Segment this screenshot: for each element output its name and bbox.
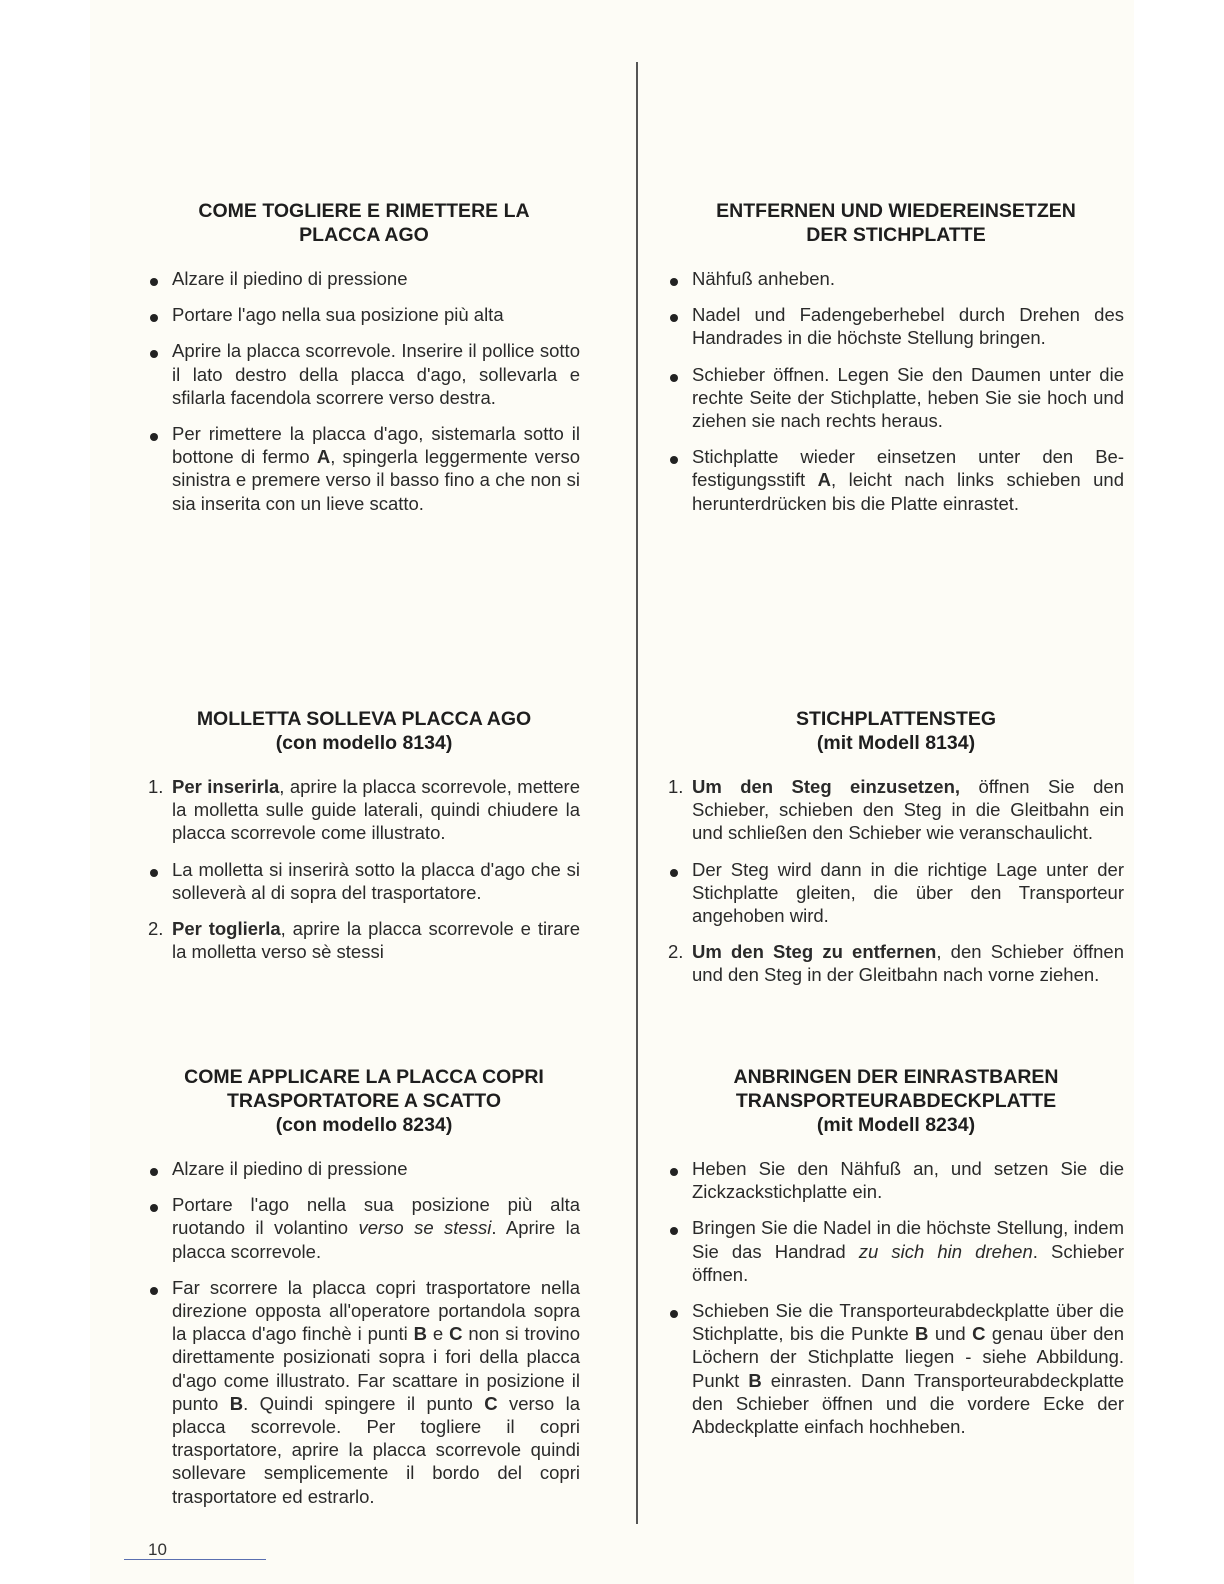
item-list xyxy=(148,1157,580,1508)
item-text: Alzare il piedino di pressione xyxy=(172,268,408,289)
bullet-icon xyxy=(148,858,172,881)
bullet-icon xyxy=(148,1193,172,1216)
bold-text: B xyxy=(748,1369,762,1391)
section-title-line: ENTFERNEN UND WIEDEREINSETZEN xyxy=(716,200,1076,222)
item-text: non si trovino direttamente posizionati sopra i fori della placca d'ago come illustrato. Far scattare in posizione il punto xyxy=(172,1323,580,1414)
list-item xyxy=(668,303,1124,349)
bullet-icon xyxy=(668,858,692,881)
italic-text: verso se stessi xyxy=(358,1217,492,1239)
section xyxy=(668,1065,1124,1451)
item-text: . Schieber öffnen. xyxy=(692,1240,1125,1285)
item-text: , aprire la placca scorrevole e tirare la molletta verso sè stessi xyxy=(172,918,580,963)
bullet-icon xyxy=(668,445,692,468)
list-item xyxy=(668,1216,1124,1286)
bullet-icon xyxy=(668,1216,692,1239)
list-item xyxy=(148,1193,580,1263)
section-title xyxy=(668,1065,1124,1137)
section-title-line: STICHPLATTENSTEG xyxy=(795,708,997,730)
bold-text: C xyxy=(449,1323,463,1345)
section-title-line: (con modello 8134) xyxy=(275,732,453,754)
bullet-icon xyxy=(668,1157,692,1180)
item-text: Stichplatte wieder einsetzen unter den Befestigungsstift xyxy=(692,446,1124,491)
item-text: , spingerla leggermente verso sinistra e premere verso il basso fino a che non si sia inserita con un lieve scatto. xyxy=(172,446,580,514)
item-number: 2. xyxy=(148,918,164,940)
bullet-icon xyxy=(148,1157,172,1180)
item-text: , aprire la placca scorrevole, mettere la molletta sulle guide laterali, quindi chiudere la placca scorrevole come illustrato. xyxy=(172,776,580,844)
item-text: Schieben Sie die Transporteurabdeckplatte über die Stichplatte, bis die Punkte xyxy=(692,1300,1124,1345)
item-number: 2. xyxy=(668,941,684,963)
item-list xyxy=(148,267,580,515)
item-number: 1. xyxy=(668,776,684,797)
bullet-icon xyxy=(668,1299,692,1322)
bold-text: C xyxy=(972,1323,986,1345)
list-item xyxy=(668,363,1124,433)
page-number-rule xyxy=(124,1559,266,1560)
bold-text: Um den Steg zu entfernen xyxy=(692,941,937,963)
item-list xyxy=(668,775,1124,987)
column-divider xyxy=(636,62,638,1524)
section-title-line: COME APPLICARE LA PLACCA COPRI xyxy=(184,1066,544,1088)
item-list xyxy=(148,775,580,963)
bold-text: Um den Steg einzusetzen, xyxy=(692,776,961,797)
section-title-line: TRANSPORTEURABDECKPLATTE xyxy=(735,1090,1057,1112)
bold-text: A xyxy=(817,469,832,491)
bullet-icon xyxy=(148,1276,172,1299)
item-text: Heben Sie den Nähfuß an, und setzen Sie die Zickzackstichplatte ein. xyxy=(692,1158,1124,1203)
item-text: verso la placca scorrevole. Per togliere il copri trasportatore, aprire la placca scorrevole quindi sollevare semplicemente il bordo del copri trasportatore ed estrarlo. xyxy=(172,1392,581,1507)
bold-text: C xyxy=(484,1392,498,1414)
item-text: Bringen Sie die Nadel in die höchste Stellung, indem Sie das Handrad xyxy=(692,1217,1124,1262)
section-title-line: TRASPORTATORE A SCATTO xyxy=(226,1090,502,1112)
list-item xyxy=(148,339,580,409)
page-margin-left xyxy=(0,0,90,1584)
item-text: öffnen Sie den Schieber, schieben den Steg in die Gleitbahn ein und schließen den Schieber wie veranschaulicht. xyxy=(692,776,1124,844)
section-title xyxy=(148,1065,580,1137)
section-title-line: DER STICHPLATTE xyxy=(806,224,986,246)
item-text: La molletta si inserirà sotto la placca d'ago che si solleverà al di sopra del trasportatore. xyxy=(172,858,580,903)
list-item xyxy=(668,940,1124,986)
item-text: , den Schieber öffnen und den Steg in der Gleitbahn nach vorne ziehen. xyxy=(692,941,1124,986)
section-title xyxy=(148,199,580,247)
list-item xyxy=(668,775,1124,845)
bold-text: B xyxy=(915,1323,929,1345)
list-item xyxy=(668,858,1124,928)
bullet-icon xyxy=(148,422,172,445)
bullet-icon xyxy=(148,267,172,290)
item-text: Portare l'ago nella sua posizione più alta xyxy=(172,304,504,326)
list-item xyxy=(668,445,1124,515)
bullet-icon xyxy=(668,303,692,326)
bullet-icon xyxy=(148,303,172,326)
item-text: Schieber öffnen. Legen Sie den Daumen unter die rechte Seite der Stichplatte, heben Sie sie hoch und ziehen sie nach rechts heraus. xyxy=(692,363,1124,432)
bold-text: B xyxy=(413,1323,427,1345)
list-item xyxy=(148,858,580,904)
item-text: Far scorrere la placca copri trasportatore nella direzione opposta all'operatore portandola sopra la placca d'ago finchè i punti xyxy=(172,1276,580,1345)
bold-text: B xyxy=(229,1392,244,1414)
item-text: Portare l'ago nella sua posizione più alta ruotando il volantino xyxy=(172,1194,580,1239)
list-item xyxy=(148,303,580,326)
item-text: Nähfuß anheben. xyxy=(692,268,835,289)
list-item xyxy=(148,267,580,290)
item-text: und xyxy=(928,1323,973,1345)
section-title-line: PLACCA AGO xyxy=(299,224,429,246)
section xyxy=(668,199,1124,528)
item-text: Aprire la placca scorrevole. Inserire il pollice sotto il lato destro della placca d'ago, sollevarla e sfilarla facendola scorrere verso destra. xyxy=(172,340,580,408)
list-item xyxy=(148,775,580,845)
section-title xyxy=(148,707,580,755)
item-text: e xyxy=(427,1323,450,1345)
list-item xyxy=(148,917,580,963)
item-text: Der Steg wird dann in die richtige Lage unter der Stichplatte gleiten, die über den Transporteur angehoben wird. xyxy=(692,858,1124,927)
section-title-line: MOLLETTA SOLLEVA PLACCA AGO xyxy=(196,708,532,730)
section-title-line: COME TOGLIERE E RIMETTERE LA xyxy=(198,200,530,222)
list-item xyxy=(668,267,1124,290)
section xyxy=(148,707,580,976)
section xyxy=(148,1065,580,1521)
list-item xyxy=(148,1157,580,1180)
section-title-line: ANBRINGEN DER EINRASTBAREN xyxy=(733,1066,1059,1088)
list-item xyxy=(668,1299,1124,1438)
item-text: . Quindi spingere il punto xyxy=(243,1392,485,1414)
item-number: 1. xyxy=(148,776,164,797)
section xyxy=(668,707,1124,1000)
bullet-icon xyxy=(668,363,692,386)
item-text: Nadel und Fadengeberhebel durch Drehen des Handrades in die höchste Stellung bringen. xyxy=(692,304,1124,349)
section-title-line: (mit Modell 8134) xyxy=(816,732,976,754)
item-text: genau über den Löchern der Stichplatte liegen - siehe Abbildung. Punkt xyxy=(692,1323,1124,1391)
item-list xyxy=(668,1157,1124,1438)
section xyxy=(148,199,580,528)
item-text: . Aprire la placca scorrevole. xyxy=(172,1217,580,1262)
list-item xyxy=(148,1276,580,1508)
list-item xyxy=(148,422,580,515)
item-text: einrasten. Dann Transporteurabdeckplatte den Schieber öffnen und die vordere Ecke der Abdeckplatte einfach hochheben. xyxy=(692,1369,1125,1438)
item-text: Per rimettere la placca d'ago, sistemarla sotto il bottone di fermo xyxy=(172,423,580,468)
list-item xyxy=(668,1157,1124,1203)
page-number: 10 xyxy=(148,1540,167,1559)
section-title-line: (con modello 8234) xyxy=(275,1114,453,1136)
item-text: , leicht nach links schieben und herunterdrücken bis die Platte einrastet. xyxy=(692,469,1124,514)
bold-text: Per inserirla xyxy=(172,776,280,797)
bullet-icon xyxy=(148,339,172,362)
section-title-line: (mit Modell 8234) xyxy=(816,1114,976,1136)
page-margin-right xyxy=(1134,0,1224,1584)
bold-text: A xyxy=(316,446,331,468)
italic-text: zu sich hin drehen xyxy=(858,1240,1033,1262)
section-title xyxy=(668,707,1124,755)
bold-text: Per toglierla xyxy=(172,918,281,940)
item-list xyxy=(668,267,1124,515)
section-title xyxy=(668,199,1124,247)
item-text: Alzare il piedino di pressione xyxy=(172,1158,408,1179)
bullet-icon xyxy=(668,267,692,290)
